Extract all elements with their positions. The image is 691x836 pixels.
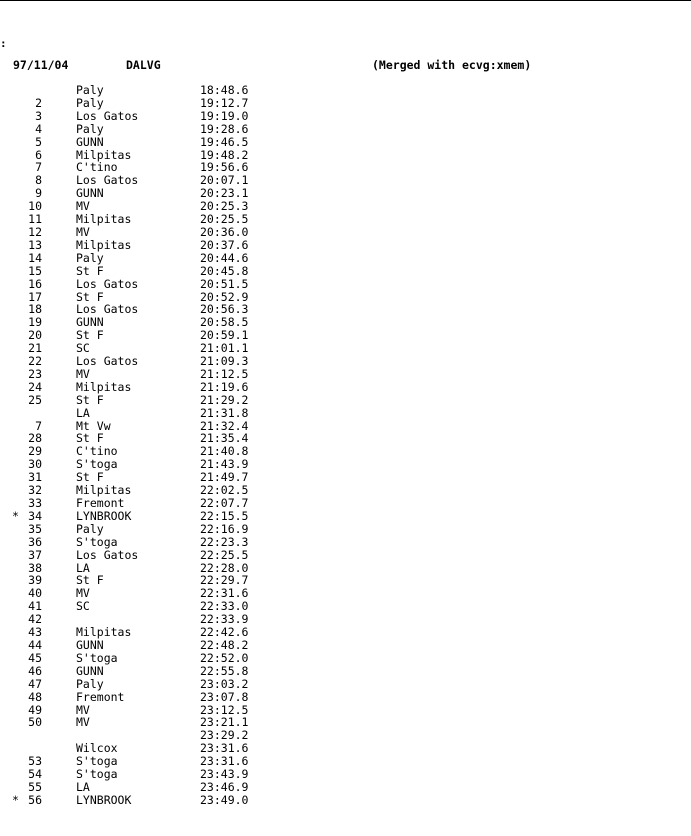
school-name: Milpitas: [76, 379, 132, 394]
result-row: [0, 161, 300, 174]
place-number: 3: [35, 108, 42, 123]
result-row: [0, 368, 300, 381]
school-name: S'toga: [76, 650, 118, 665]
school-name: St F: [76, 263, 104, 278]
place-number: 43: [28, 625, 42, 640]
school-name: Los Gatos: [76, 276, 139, 291]
result-row: [0, 781, 300, 794]
result-row: [0, 291, 300, 304]
place-number: 32: [28, 483, 42, 498]
result-row: [0, 84, 300, 97]
result-row: [0, 536, 300, 549]
finish-time: 22:28.0: [200, 560, 249, 575]
place-number: 35: [28, 521, 42, 536]
report-header: [0, 58, 691, 72]
finish-time: 22:16.9: [200, 521, 249, 536]
result-row: [0, 549, 300, 562]
place-number: 46: [28, 663, 42, 678]
result-row: [0, 678, 300, 691]
place-number: 38: [28, 560, 42, 575]
school-name: Los Gatos: [76, 354, 139, 369]
finish-time: 21:35.4: [200, 431, 249, 446]
result-row: [0, 704, 300, 717]
school-name: Milpitas: [76, 237, 132, 252]
finish-time: 20:58.5: [200, 315, 249, 330]
result-row: [0, 794, 300, 807]
finish-time: 22:25.5: [200, 547, 249, 562]
place-number: 25: [28, 392, 42, 407]
finish-time: 22:48.2: [200, 637, 249, 652]
finish-time: 22:52.0: [200, 650, 249, 665]
place-number: 37: [28, 547, 42, 562]
finish-time: 20:56.3: [200, 302, 249, 317]
school-name: Fremont: [76, 496, 125, 510]
finish-time: 21:19.6: [200, 379, 249, 394]
school-name: MV: [76, 199, 90, 214]
result-row: [0, 123, 300, 136]
finish-time: 19:48.2: [200, 147, 249, 162]
finish-time: 20:52.9: [200, 289, 249, 304]
place-number: 4: [35, 121, 42, 136]
report-code: DALVG: [126, 58, 161, 72]
result-row: [0, 755, 300, 768]
finish-time: 22:07.7: [200, 496, 249, 510]
finish-time: 21:12.5: [200, 366, 249, 381]
finish-time: 22:23.3: [200, 534, 249, 549]
result-row: [0, 613, 300, 626]
school-name: C'tino: [76, 160, 118, 175]
finish-time: 22:31.6: [200, 586, 249, 601]
school-name: S'toga: [76, 457, 118, 472]
school-name: C'tino: [76, 444, 118, 459]
finish-time: 22:02.5: [200, 483, 249, 498]
finish-time: 23:43.9: [200, 767, 249, 782]
finish-time: 23:46.9: [200, 779, 249, 794]
place-number: 36: [28, 534, 42, 549]
finish-time: 19:46.5: [200, 134, 249, 149]
finish-time: 21:09.3: [200, 354, 249, 369]
school-name: Paly: [76, 250, 104, 265]
school-name: Paly: [76, 83, 104, 97]
result-row: [0, 239, 300, 252]
school-name: MV: [76, 366, 90, 381]
school-name: LYNBROOK: [76, 792, 132, 807]
place-number: 34: [28, 508, 42, 523]
place-number: 11: [28, 212, 42, 227]
finish-time: 23:07.8: [200, 689, 249, 704]
school-name: Mt Vw: [76, 418, 111, 433]
result-row: [0, 316, 300, 329]
school-name: Los Gatos: [76, 173, 139, 188]
highlight-mark: *: [12, 792, 19, 807]
finish-time: 20:36.0: [200, 224, 249, 239]
finish-time: 21:32.4: [200, 418, 249, 433]
finish-time: 21:49.7: [200, 470, 249, 485]
school-name: SC: [76, 599, 90, 614]
school-name: St F: [76, 289, 104, 304]
place-number: 48: [28, 689, 42, 704]
place-number: 33: [28, 496, 42, 510]
result-row: [0, 407, 300, 420]
place-number: 22: [28, 354, 42, 369]
school-name: Paly: [76, 95, 104, 110]
place-number: 13: [28, 237, 42, 252]
result-row: [0, 329, 300, 342]
top-rule: [0, 0, 691, 1]
finish-time: 23:21.1: [200, 715, 249, 730]
finish-time: 20:37.6: [200, 237, 249, 252]
school-name: Milpitas: [76, 212, 132, 227]
place-number: 30: [28, 457, 42, 472]
place-number: 56: [28, 792, 42, 807]
finish-time: 19:28.6: [200, 121, 249, 136]
result-row: [0, 665, 300, 678]
school-name: LA: [76, 405, 90, 420]
result-row: [0, 562, 300, 575]
place-number: 7: [35, 160, 42, 175]
school-name: Milpitas: [76, 483, 132, 498]
result-row: [0, 342, 300, 355]
place-number: 14: [28, 250, 42, 265]
school-name: Wilcox: [76, 741, 118, 756]
result-row: [0, 691, 300, 704]
school-name: S'toga: [76, 767, 118, 782]
result-row: [0, 265, 300, 278]
finish-time: 19:56.6: [200, 160, 249, 175]
result-row: [0, 742, 300, 755]
place-number: 41: [28, 599, 42, 614]
place-number: 10: [28, 199, 42, 214]
place-number: 18: [28, 302, 42, 317]
result-row: [0, 729, 300, 742]
school-name: Paly: [76, 521, 104, 536]
result-row: [0, 600, 300, 613]
place-number: 42: [28, 612, 42, 627]
result-row: [0, 716, 300, 729]
school-name: Milpitas: [76, 147, 132, 162]
school-name: Milpitas: [76, 625, 132, 640]
result-row: [0, 97, 300, 110]
place-number: 31: [28, 470, 42, 485]
result-row: [0, 174, 300, 187]
result-row: [0, 768, 300, 781]
place-number: 47: [28, 676, 42, 691]
finish-time: 20:44.6: [200, 250, 249, 265]
school-name: St F: [76, 573, 104, 588]
result-row: [0, 381, 300, 394]
place-number: 44: [28, 637, 42, 652]
school-name: St F: [76, 431, 104, 446]
result-row: [0, 355, 300, 368]
school-name: Paly: [76, 676, 104, 691]
finish-time: 22:15.5: [200, 508, 249, 523]
place-number: 49: [28, 702, 42, 717]
school-name: Paly: [76, 121, 104, 136]
finish-time: 22:42.6: [200, 625, 249, 640]
result-row: [0, 484, 300, 497]
school-name: GUNN: [76, 637, 104, 652]
result-row: [0, 200, 300, 213]
finish-time: 21:31.8: [200, 405, 249, 420]
place-number: 54: [28, 767, 42, 782]
result-row: [0, 136, 300, 149]
school-name: MV: [76, 715, 90, 730]
place-number: 45: [28, 650, 42, 665]
finish-time: 20:51.5: [200, 276, 249, 291]
result-row: [0, 226, 300, 239]
result-row: [0, 252, 300, 265]
school-name: St F: [76, 470, 104, 485]
place-number: 55: [28, 779, 42, 794]
place-number: 28: [28, 431, 42, 446]
school-name: MV: [76, 702, 90, 717]
school-name: LA: [76, 779, 90, 794]
place-number: 23: [28, 366, 42, 381]
result-row: [0, 497, 300, 510]
finish-time: 21:01.1: [200, 341, 249, 356]
result-row: [0, 420, 300, 433]
school-name: GUNN: [76, 134, 104, 149]
school-name: St F: [76, 328, 104, 343]
results-list: [0, 84, 300, 807]
place-number: 5: [35, 134, 42, 149]
place-number: 12: [28, 224, 42, 239]
finish-time: 21:40.8: [200, 444, 249, 459]
result-row: [0, 394, 300, 407]
school-name: St F: [76, 392, 104, 407]
finish-time: 22:55.8: [200, 663, 249, 678]
place-number: 29: [28, 444, 42, 459]
result-row: [0, 303, 300, 316]
finish-time: 22:29.7: [200, 573, 249, 588]
school-name: SC: [76, 341, 90, 356]
school-name: MV: [76, 224, 90, 239]
school-name: S'toga: [76, 534, 118, 549]
place-number: 40: [28, 586, 42, 601]
result-row: [0, 523, 300, 536]
school-name: LA: [76, 560, 90, 575]
school-name: S'toga: [76, 754, 118, 769]
school-name: GUNN: [76, 186, 104, 201]
margin-mark: :: [0, 37, 7, 50]
place-number: 9: [35, 186, 42, 201]
finish-time: 20:25.3: [200, 199, 249, 214]
result-row: [0, 574, 300, 587]
place-number: 24: [28, 379, 42, 394]
result-row: [0, 587, 300, 600]
school-name: MV: [76, 586, 90, 601]
place-number: 7: [35, 418, 42, 433]
finish-time: 18:48.6: [200, 83, 249, 97]
finish-time: 23:31.6: [200, 754, 249, 769]
finish-time: 23:12.5: [200, 702, 249, 717]
place-number: 6: [35, 147, 42, 162]
finish-time: 20:25.5: [200, 212, 249, 227]
finish-time: 20:23.1: [200, 186, 249, 201]
finish-time: 20:07.1: [200, 173, 249, 188]
finish-time: 23:03.2: [200, 676, 249, 691]
place-number: 53: [28, 754, 42, 769]
school-name: GUNN: [76, 315, 104, 330]
finish-time: 20:59.1: [200, 328, 249, 343]
result-row: [0, 432, 300, 445]
place-number: 21: [28, 341, 42, 356]
school-name: Los Gatos: [76, 302, 139, 317]
place-number: 50: [28, 715, 42, 730]
place-number: 8: [35, 173, 42, 188]
report-date: 97/11/04: [13, 58, 69, 72]
finish-time: 21:43.9: [200, 457, 249, 472]
place-number: 16: [28, 276, 42, 291]
result-row: [0, 510, 300, 523]
place-number: 15: [28, 263, 42, 278]
school-name: Los Gatos: [76, 547, 139, 562]
place-number: 2: [35, 95, 42, 110]
finish-time: 19:12.7: [200, 95, 249, 110]
result-row: [0, 458, 300, 471]
result-row: [0, 187, 300, 200]
finish-time: 23:29.2: [200, 728, 249, 743]
result-row: [0, 639, 300, 652]
place-number: 17: [28, 289, 42, 304]
school-name: GUNN: [76, 663, 104, 678]
finish-time: 22:33.0: [200, 599, 249, 614]
place-number: 39: [28, 573, 42, 588]
result-row: [0, 471, 300, 484]
place-number: 19: [28, 315, 42, 330]
finish-time: 23:31.6: [200, 741, 249, 756]
report-note: (Merged with ecvg:xmem): [372, 58, 532, 72]
finish-time: 22:33.9: [200, 612, 249, 627]
place-number: 20: [28, 328, 42, 343]
finish-time: 21:29.2: [200, 392, 249, 407]
school-name: Los Gatos: [76, 108, 139, 123]
result-row: [0, 445, 300, 458]
school-name: LYNBROOK: [76, 508, 132, 523]
result-row: [0, 652, 300, 665]
result-row: [0, 278, 300, 291]
school-name: Fremont: [76, 689, 125, 704]
highlight-mark: *: [12, 508, 19, 523]
finish-time: 19:19.0: [200, 108, 249, 123]
result-row: [0, 149, 300, 162]
finish-time: 20:45.8: [200, 263, 249, 278]
finish-time: 23:49.0: [200, 792, 249, 807]
result-row: [0, 626, 300, 639]
result-row: [0, 110, 300, 123]
result-row: [0, 213, 300, 226]
